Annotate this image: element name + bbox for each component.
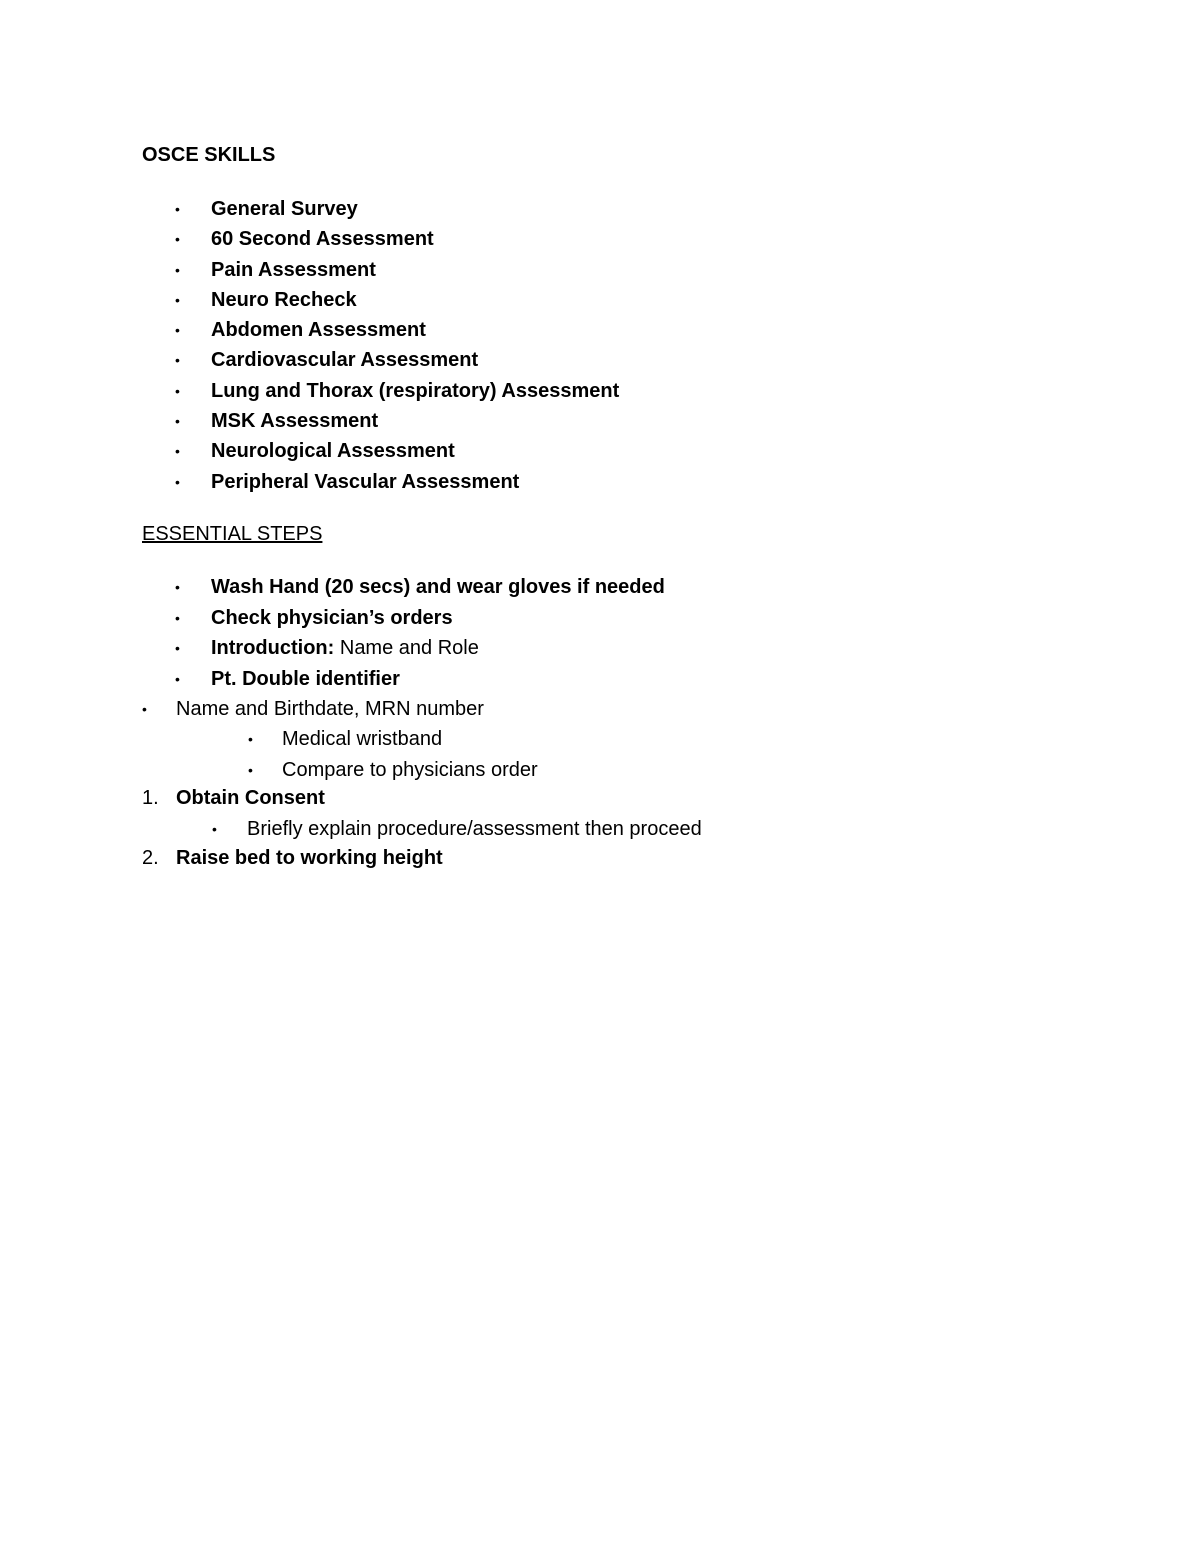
step-number: 1. <box>142 787 159 809</box>
skill-label: General Survey <box>211 198 358 220</box>
skill-label: Neurological Assessment <box>211 440 455 462</box>
skill-label: MSK Assessment <box>211 410 379 432</box>
bullet-icon: • <box>248 762 253 778</box>
step-label: Pt. Double identifier <box>211 668 400 690</box>
skill-label: 60 Second Assessment <box>211 228 434 250</box>
bullet-icon: • <box>175 579 180 595</box>
bullet-icon: • <box>175 352 180 368</box>
bullet-icon: • <box>212 821 217 837</box>
skill-label: Neuro Recheck <box>211 289 357 311</box>
skill-label: Abdomen Assessment <box>211 319 426 341</box>
step-label: Briefly explain procedure/assessment then proceed <box>247 818 702 840</box>
skill-label: Peripheral Vascular Assessment <box>211 471 520 493</box>
page-title: OSCE SKILLS <box>142 144 276 166</box>
bullet-icon: • <box>248 731 253 747</box>
bullet-icon: • <box>175 262 180 278</box>
bullet-icon: • <box>175 322 180 338</box>
bullet-icon: • <box>175 474 180 490</box>
bullet-icon: • <box>175 671 180 687</box>
bullet-icon: • <box>142 701 147 717</box>
bullet-icon: • <box>175 231 180 247</box>
bullet-icon: • <box>175 640 180 656</box>
step-label: Medical wristband <box>282 728 443 750</box>
intro-value: Name and Role <box>334 637 479 659</box>
bullet-icon: • <box>175 610 180 626</box>
step-label: Obtain Consent <box>176 787 325 809</box>
bullet-icon: • <box>175 413 180 429</box>
step-number: 2. <box>142 847 159 869</box>
section-heading: ESSENTIAL STEPS <box>142 523 323 545</box>
bullet-icon: • <box>175 383 180 399</box>
step-label: Raise bed to working height <box>176 847 443 869</box>
step-label: Check physician’s orders <box>211 607 453 629</box>
intro-label: Introduction: <box>211 637 335 659</box>
step-label <box>211 636 479 660</box>
skill-label: Cardiovascular Assessment <box>211 349 479 371</box>
skill-label: Pain Assessment <box>211 259 376 281</box>
step-label: Compare to physicians order <box>282 759 538 781</box>
bullet-icon: • <box>175 292 180 308</box>
step-label: Wash Hand (20 secs) and wear gloves if needed <box>211 576 665 598</box>
bullet-icon: • <box>175 443 180 459</box>
skill-label: Lung and Thorax (respiratory) Assessment <box>211 380 620 402</box>
bullet-icon: • <box>175 201 180 217</box>
step-label: Name and Birthdate, MRN number <box>176 698 484 720</box>
